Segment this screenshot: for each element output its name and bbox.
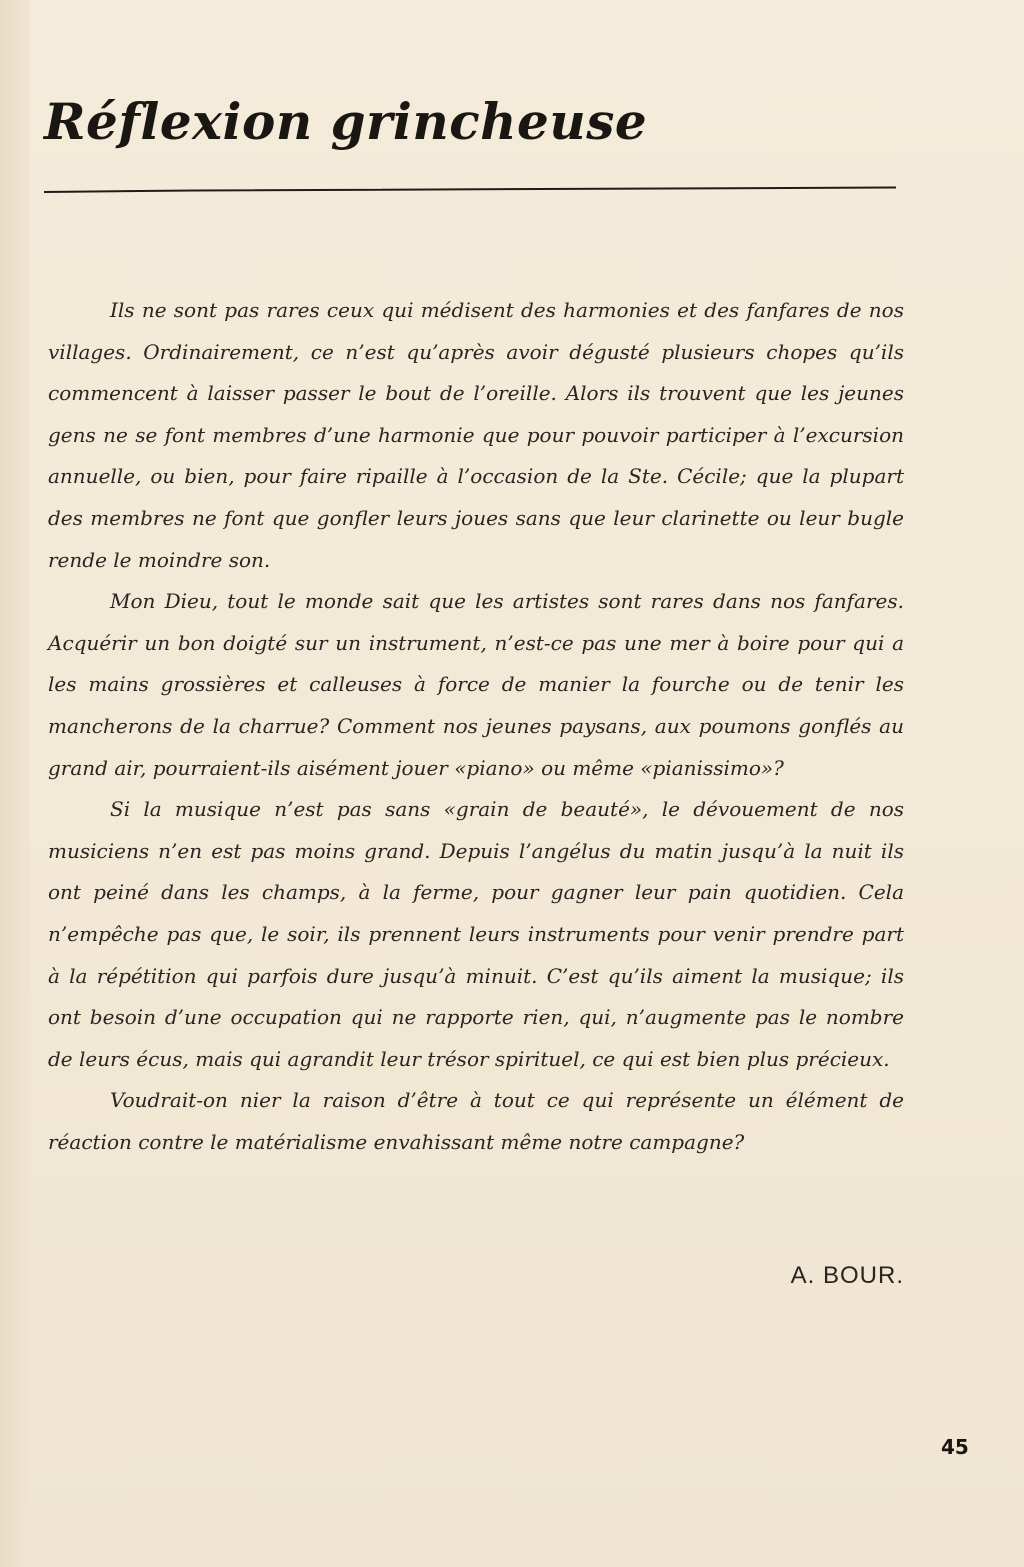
page-gutter <box>0 0 30 1567</box>
article-title: Réflexion grincheuse <box>44 92 648 151</box>
paragraph: Mon Dieu, tout le monde sait que les artistes sont rares dans nos fanfares. Acquérir un bon doigté sur un instrument, n’est-ce pas une mer à boire pour qui a les mains grossières et calleuses à force de manier la fourche ou de tenir les mancherons de la charrue? Comment nos jeunes paysans, aux poumons gonflés au grand air, pourraient-ils aisément jouer «piano» ou même «pianissimo»? <box>48 589 904 780</box>
author-signature: A. BOUR. <box>790 1262 904 1289</box>
page-number: 45 <box>941 1435 969 1459</box>
paragraph: Voudrait-on nier la raison d’être à tout ce qui représente un élément de réaction contre le matérialisme envahissant même notre campagne? <box>48 1088 904 1154</box>
paragraph: Si la musique n’est pas sans «grain de beauté», le dévouement de nos musiciens n’en est pas moins grand. Depuis l’angélus du matin jusqu’à la nuit ils ont peiné dans les champs, à la ferme, pour gagner leur pain quotidien. Cela n’empêche pas que, le soir, ils prennent leurs instruments pour venir prendre part à la répétition qui parfois dure jusqu’à minuit. C’est qu’ils aiment la musique; ils ont besoin d’une occupation qui ne rapporte rien, qui, n’augmente pas le nombre de leurs écus, mais qui agrandit leur trésor spirituel, ce qui est bien plus précieux. <box>48 797 904 1071</box>
paragraph: Ils ne sont pas rares ceux qui médisent des harmonies et des fanfares de nos villages. Ordinairement, ce n’est qu’après avoir dégusté plusieurs chopes qu’ils commencent à laisser passer le bout de l’oreille. Alors ils trouvent que les jeunes gens ne se font membres d’une harmonie que pour pouvoir participer à l’excursion annuelle, ou bien, pour faire ripaille à l’occasion de la Ste. Cécile; que la plupart des membres ne font que gonfler leurs joues sans que leur clarinette ou leur bugle rende le moindre son. <box>48 298 904 572</box>
title-underline <box>44 185 896 193</box>
article-body <box>48 290 904 1163</box>
